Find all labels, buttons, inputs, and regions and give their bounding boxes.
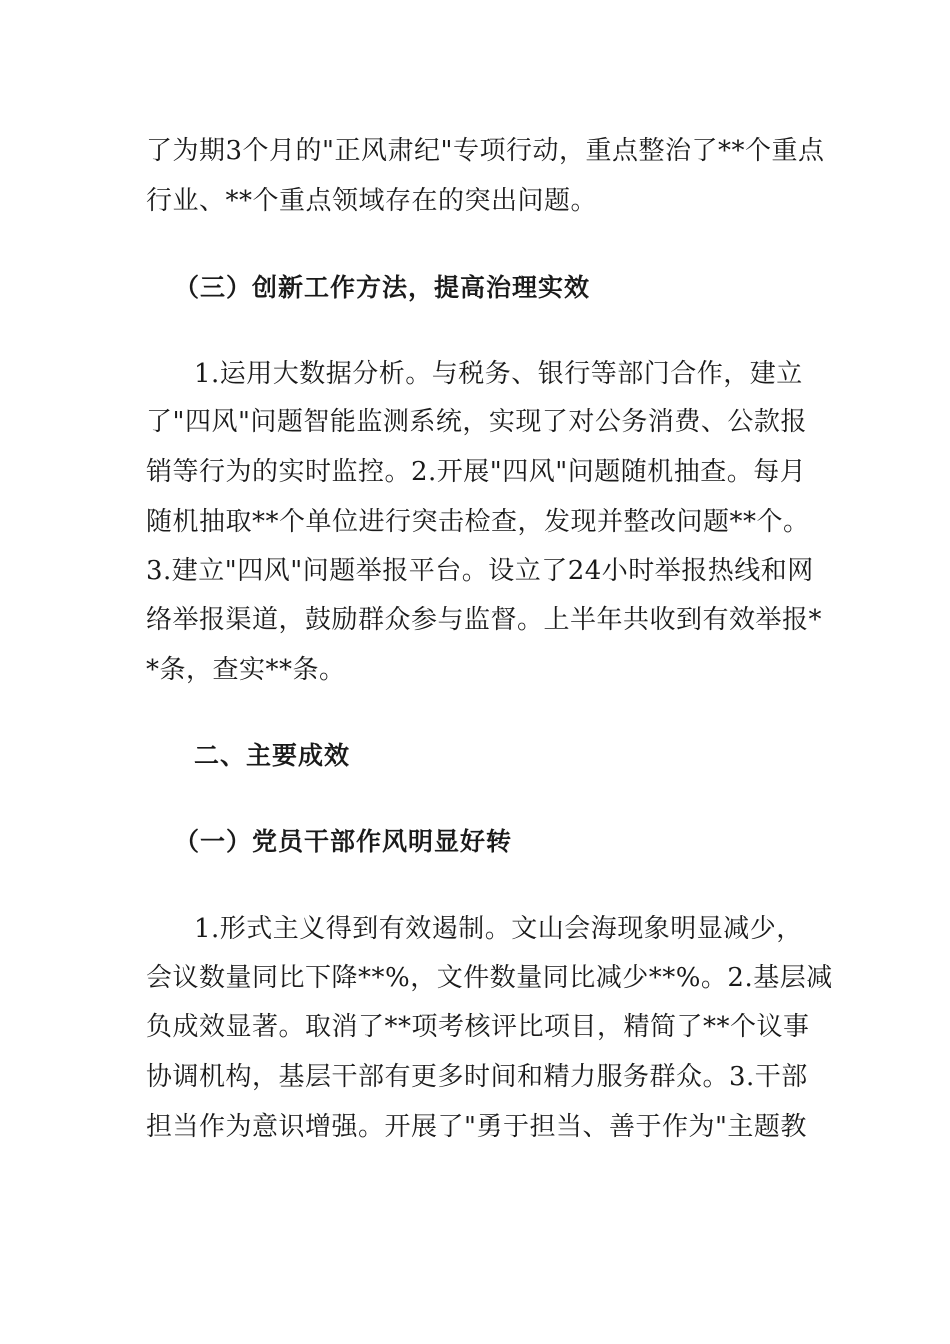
paragraph-line: 负成效显著。取消了**项考核评比项目，精简了**个议事 (146, 1012, 810, 1042)
paragraph-line: 络举报渠道，鼓励群众参与监督。上半年共收到有效举报* (146, 605, 823, 635)
subsection-heading: （一）党员干部作风明显好转 (174, 827, 513, 856)
paragraph-line: 销等行为的实时监控。2.开展"四风"问题随机抽查。每月 (146, 457, 807, 487)
paragraph-line: 了"四风"问题智能监测系统，实现了对公务消费、公款报 (146, 407, 807, 437)
paragraph-line: 3.建立"四风"问题举报平台。设立了24小时举报热线和网 (146, 556, 814, 586)
paragraph-line: 了为期3个月的"正风肃纪"专项行动，重点整治了**个重点 (146, 136, 825, 166)
section-heading: 二、主要成效 (194, 741, 351, 770)
paragraph-line: *条，查实**条。 (146, 655, 346, 685)
paragraph-line: 协调机构，基层干部有更多时间和精力服务群众。3.干部 (146, 1062, 808, 1092)
paragraph-line: 行业、**个重点领域存在的突出问题。 (146, 186, 598, 216)
subsection-heading: （三）创新工作方法，提高治理实效 (174, 273, 591, 302)
paragraph-line: 担当作为意识增强。开展了"勇于担当、善于作为"主题教 (146, 1112, 807, 1142)
paragraph-line: 1.运用大数据分析。与税务、银行等部门合作，建立 (194, 359, 803, 389)
paragraph-line: 会议数量同比下降**%，文件数量同比减少**%。2.基层减 (146, 963, 833, 993)
paragraph-line: 随机抽取**个单位进行突击检查，发现并整改问题**个。 (146, 507, 810, 537)
paragraph-line: 1.形式主义得到有效遏制。文山会海现象明显减少， (194, 914, 803, 944)
